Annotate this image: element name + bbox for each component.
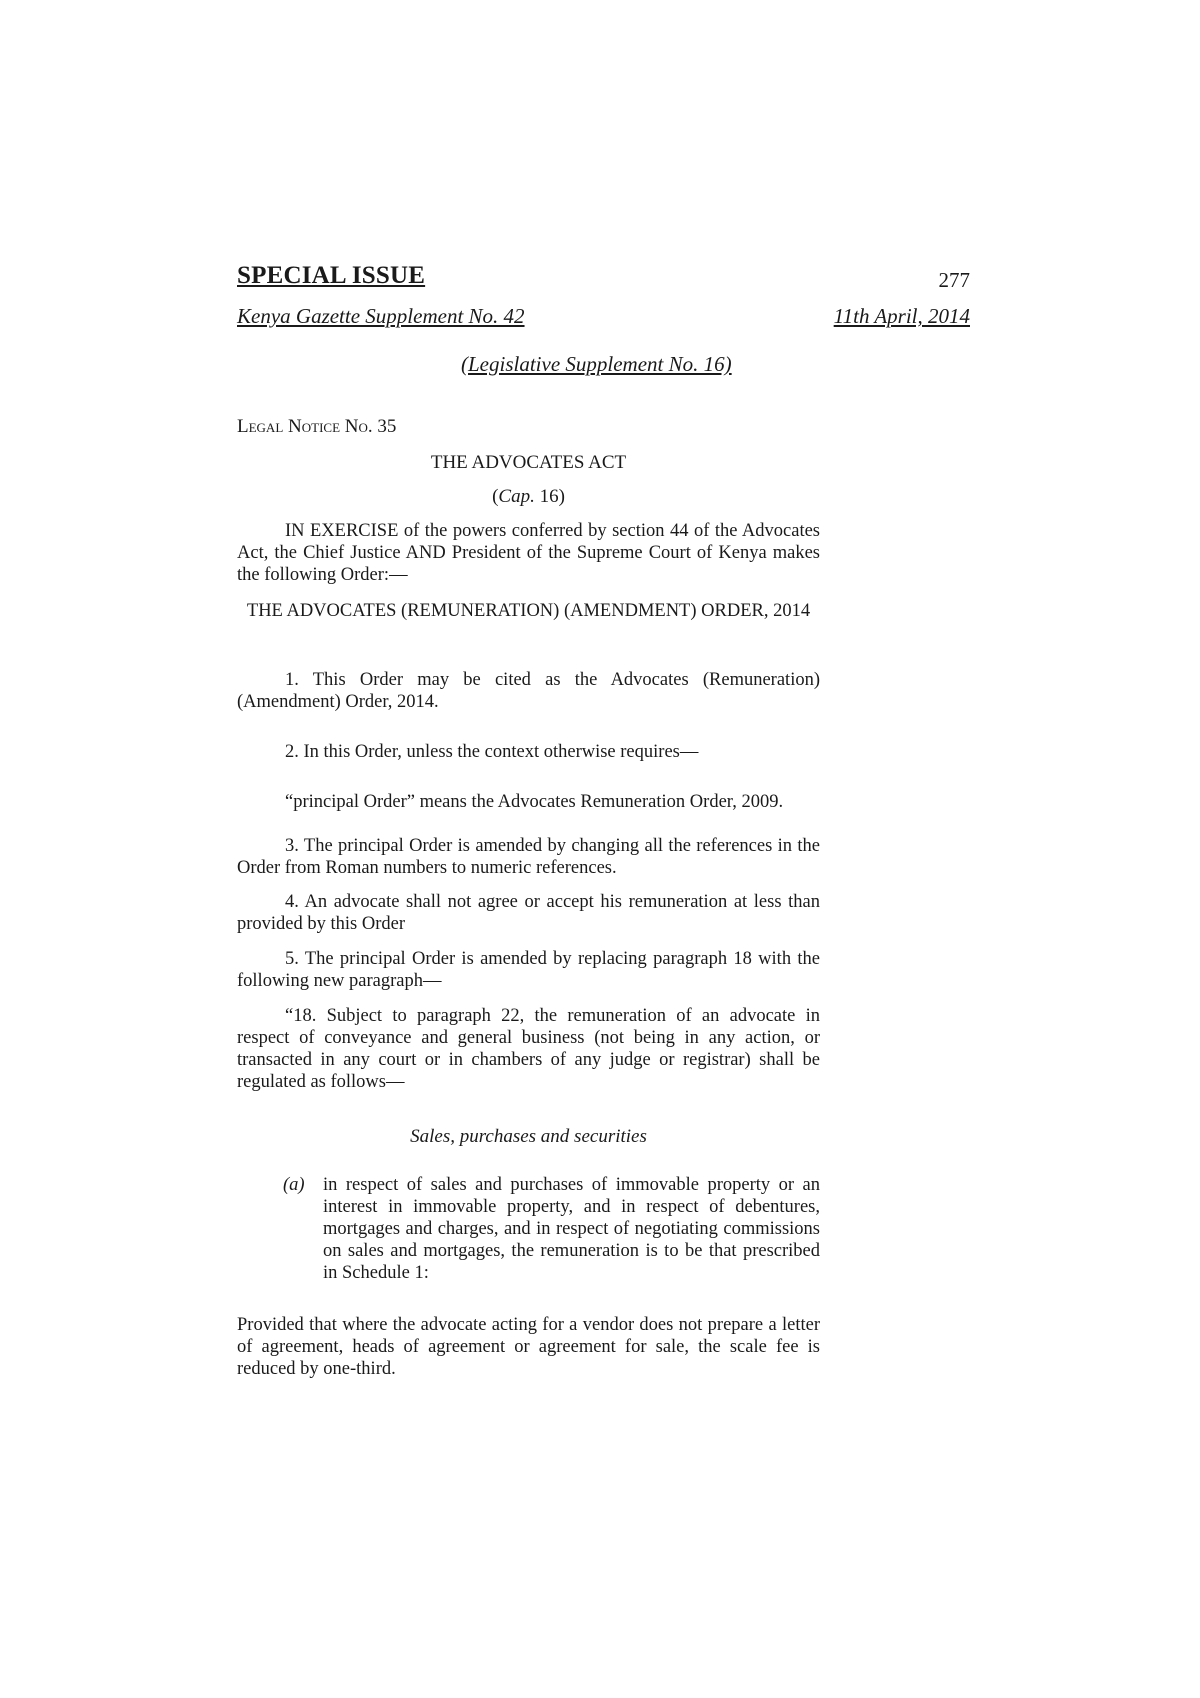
special-issue-heading: SPECIAL ISSUE (237, 262, 426, 289)
paragraph-2: 2. In this Order, unless the context otherwise requires— (285, 742, 699, 762)
list-item-a-label: (a) (283, 1175, 305, 1195)
chapter-open-paren: ( (492, 486, 499, 507)
chapter-reference (237, 486, 820, 508)
chapter-number: 16) (534, 486, 565, 507)
paragraph-3: 3. The principal Order is amended by changing all the references in the Order from Roman numbers to numeric references. (237, 836, 820, 878)
section-subheading: Sales, purchases and securities (410, 1126, 647, 1147)
legal-notice-number: Legal Notice No. 35 (237, 416, 397, 437)
order-title: THE ADVOCATES (REMUNERATION) (AMENDMENT) ORDER, 2014 (246, 601, 811, 621)
paragraph-1: 1. This Order may be cited as the Advocates (Remuneration) (Amendment) Order, 2014. (237, 670, 820, 712)
proviso-paragraph: Provided that where the advocate acting for a vendor does not prepare a letter of agreement, heads of agreement or agreement for sale, the scale fee is reduced by one-third. (237, 1315, 820, 1379)
act-title: THE ADVOCATES ACT (430, 452, 627, 473)
page-number: 277 (938, 268, 970, 292)
list-item-a-text: in respect of sales and purchases of immovable property or an interest in immovable property, and in respect of debentures, mortgages and charges, and in respect of negotiating commissions on sales and mortgages, the remuneration is to be that prescribed in Schedule 1: (323, 1175, 820, 1283)
chapter-abbrev: Cap. (498, 486, 535, 507)
definition-principal-order: “principal Order” means the Advocates Remuneration Order, 2009. (285, 792, 784, 812)
paragraph-5: 5. The principal Order is amended by replacing paragraph 18 with the following new paragraph— (237, 949, 820, 991)
gazette-date: 11th April, 2014 (833, 304, 970, 328)
preamble-paragraph: IN EXERCISE of the powers conferred by section 44 of the Advocates Act, the Chief Justice AND President of the Supreme Court of Kenya makes the following Order:— (237, 521, 820, 585)
list-item-a (283, 1174, 820, 1284)
paragraph-4: 4. An advocate shall not agree or accept his remuneration at less than provided by this Order (237, 892, 820, 934)
new-paragraph-18: “18. Subject to paragraph 22, the remuneration of an advocate in respect of conveyance and general business (not being in any action, or transacted in any court or in chambers of any judge or registrar) shall be regulated as follows— (237, 1006, 820, 1092)
legislative-supplement-reference: (Legislative Supplement No. 16) (461, 352, 732, 376)
gazette-supplement-reference: Kenya Gazette Supplement No. 42 (237, 304, 525, 328)
